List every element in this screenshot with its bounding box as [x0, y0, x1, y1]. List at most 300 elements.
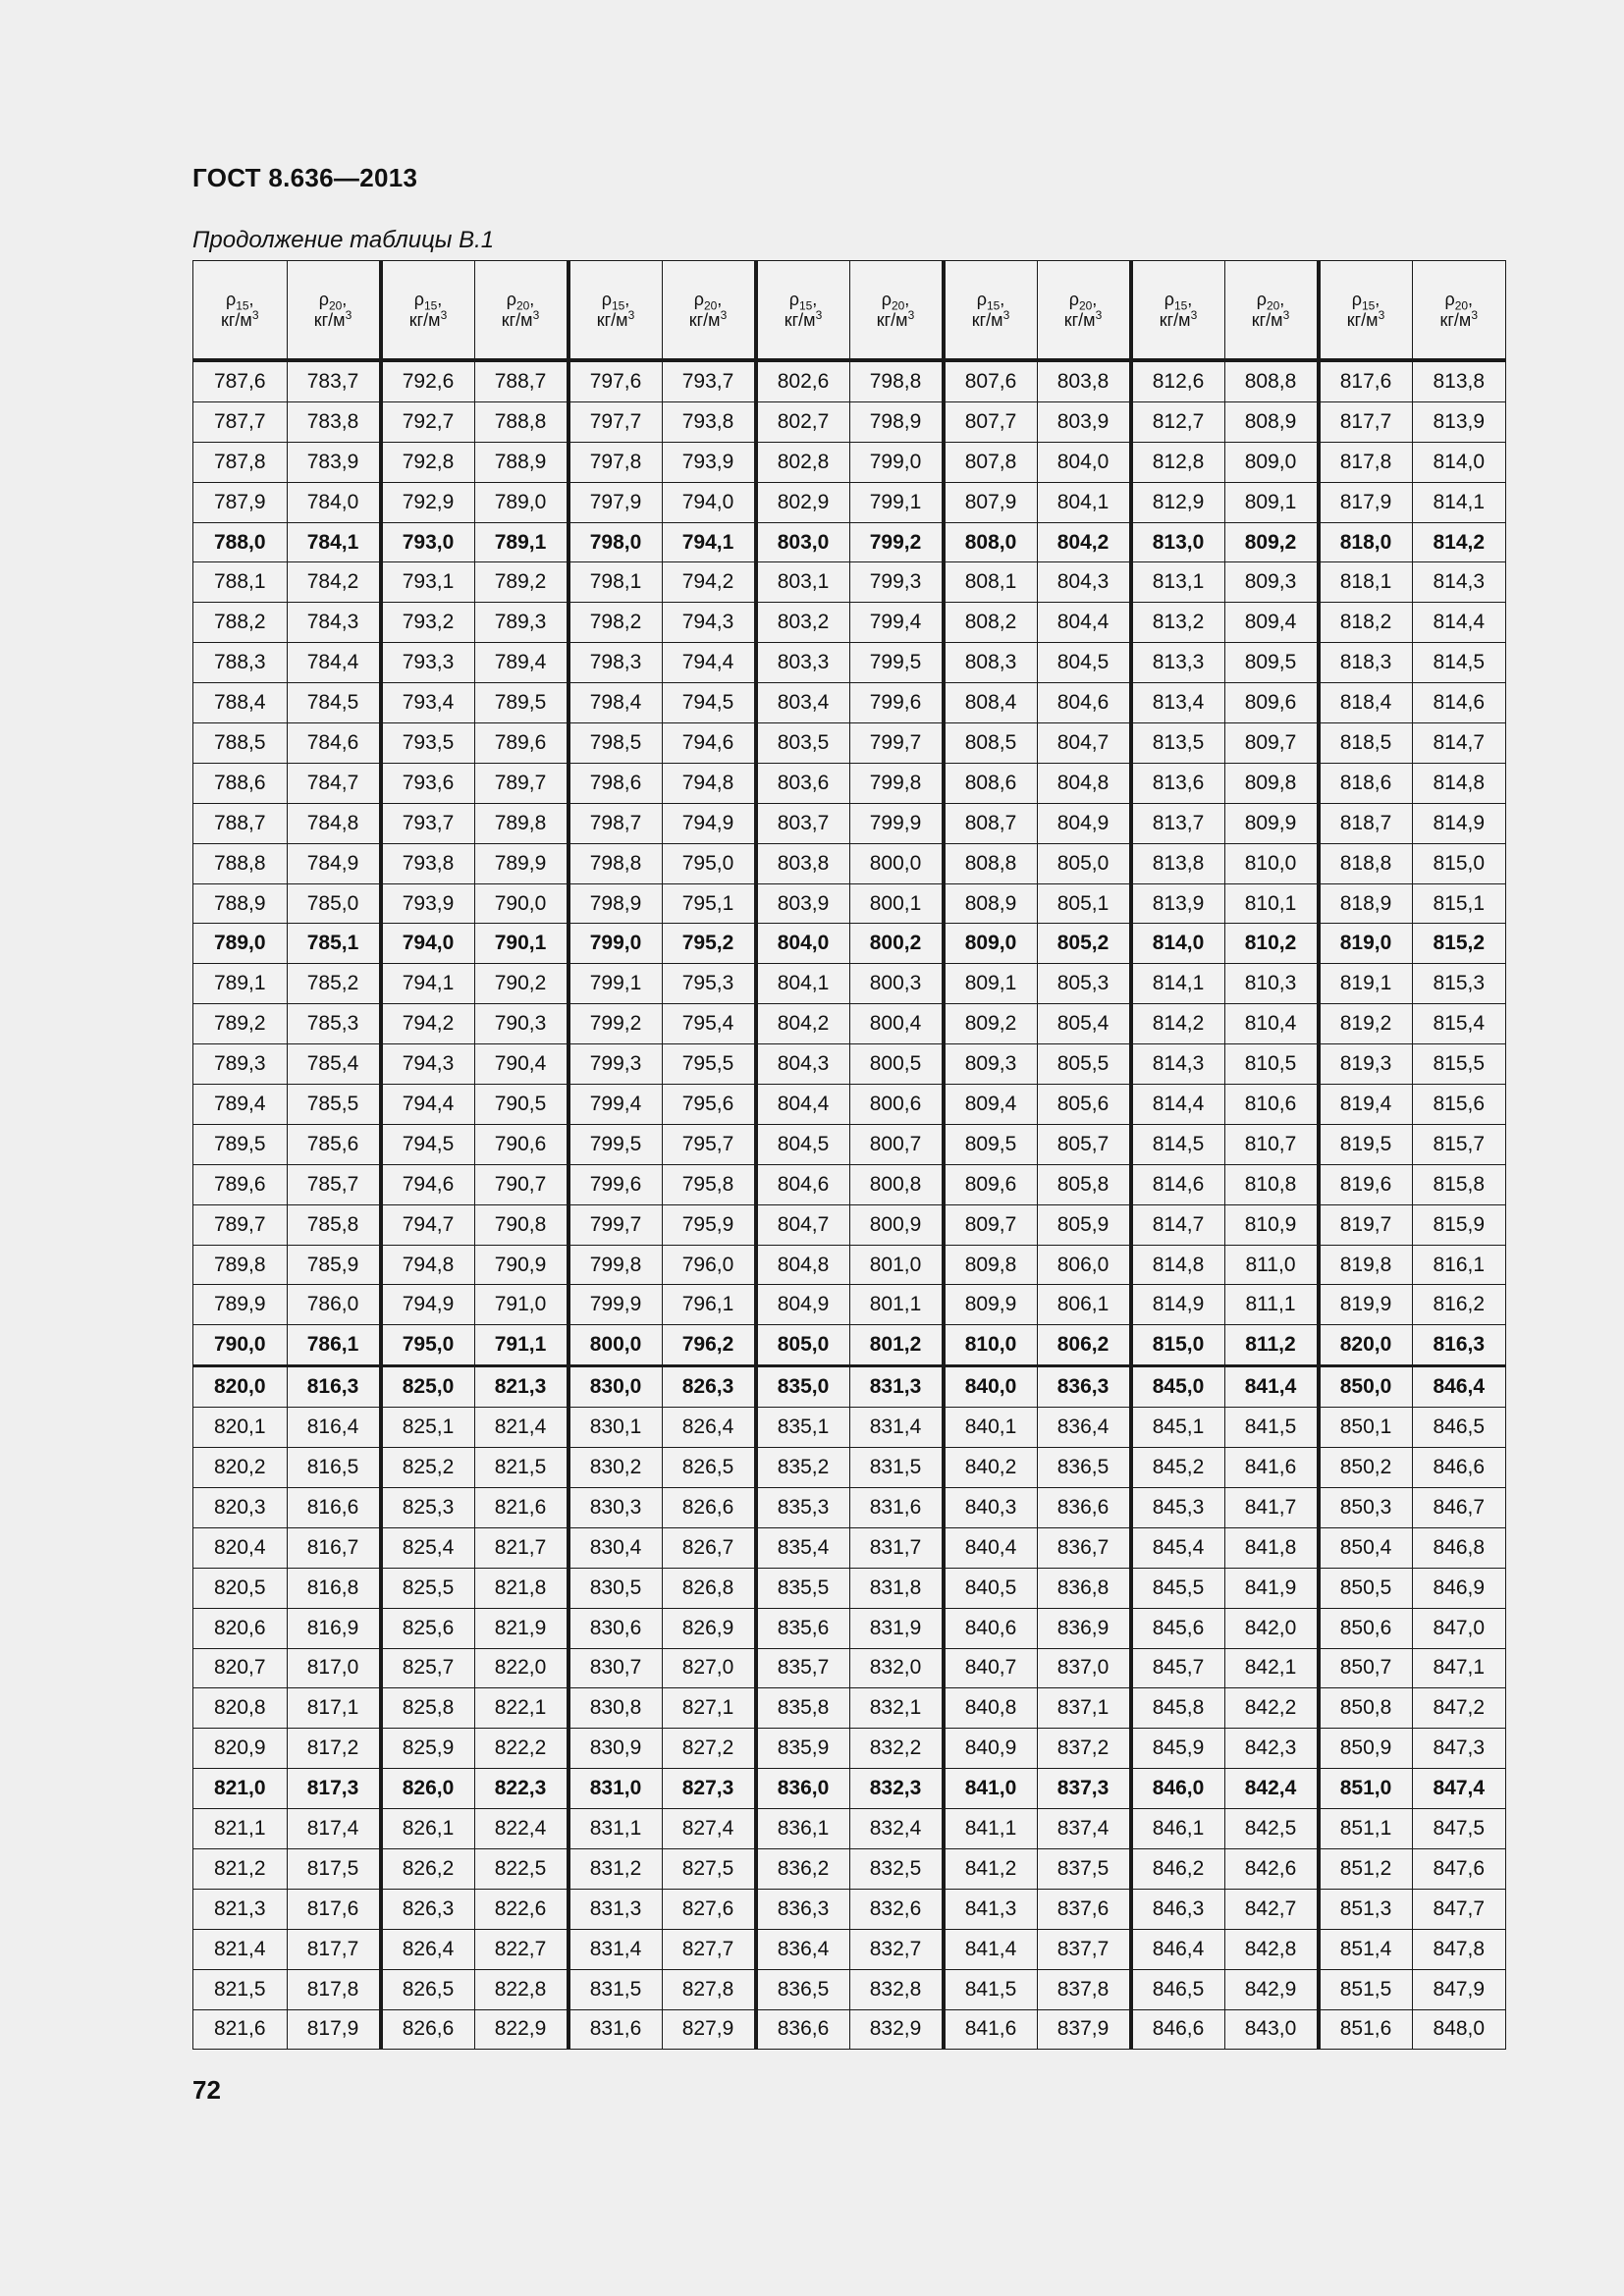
cell-rho15: 825,0	[381, 1366, 475, 1408]
cell-rho15: 803,2	[756, 603, 850, 643]
cell-rho20: 826,4	[662, 1408, 756, 1448]
cell-rho20: 794,0	[662, 482, 756, 522]
separator: ,	[624, 289, 630, 309]
header-rho15	[381, 261, 475, 361]
cell-rho20: 832,2	[849, 1729, 944, 1769]
cell-rho20: 821,4	[474, 1408, 568, 1448]
cell-rho20: 790,3	[474, 1004, 568, 1044]
header-rho15	[944, 261, 1038, 361]
unit-text: кг/м	[220, 309, 252, 330]
cell-rho20: 846,7	[1412, 1487, 1506, 1527]
cell-rho15: 798,7	[568, 803, 663, 843]
cell-rho15: 835,1	[756, 1408, 850, 1448]
cell-rho20: 822,3	[474, 1769, 568, 1809]
cell-rho15: 820,0	[1319, 1325, 1413, 1366]
unit-exponent: 3	[1471, 307, 1478, 322]
cell-rho20: 810,7	[1224, 1124, 1319, 1164]
header-unit	[1225, 307, 1317, 331]
cell-rho15: 804,2	[756, 1004, 850, 1044]
cell-rho15: 798,4	[568, 683, 663, 723]
cell-rho20: 795,4	[662, 1004, 756, 1044]
cell-rho15: 850,4	[1319, 1527, 1413, 1568]
table-body	[193, 360, 1506, 2050]
cell-rho15: 809,0	[944, 924, 1038, 964]
cell-rho20: 837,8	[1037, 1969, 1131, 2009]
table-row	[193, 1809, 1506, 1849]
cell-rho15: 819,4	[1319, 1085, 1413, 1125]
cell-rho15: 797,8	[568, 442, 663, 482]
cell-rho15: 817,7	[1319, 401, 1413, 442]
cell-rho20: 804,9	[1037, 803, 1131, 843]
cell-rho20: 822,9	[474, 2009, 568, 2050]
header-rho15	[193, 261, 288, 361]
cell-rho15: 818,0	[1319, 522, 1413, 562]
separator: ,	[1279, 289, 1285, 309]
unit-text: кг/м	[971, 309, 1003, 330]
table-row	[193, 1527, 1506, 1568]
cell-rho20: 788,7	[474, 360, 568, 401]
cell-rho20: 809,8	[1224, 763, 1319, 803]
header-symbol	[946, 289, 1037, 313]
cell-rho15: 803,1	[756, 562, 850, 603]
cell-rho20: 795,8	[662, 1164, 756, 1204]
cell-rho20: 794,3	[662, 603, 756, 643]
cell-rho20: 826,7	[662, 1527, 756, 1568]
cell-rho20: 789,7	[474, 763, 568, 803]
table-row	[193, 1929, 1506, 1969]
cell-rho20: 848,0	[1412, 2009, 1506, 2050]
unit-text: кг/м	[1159, 309, 1191, 330]
table-row	[193, 562, 1506, 603]
cell-rho20: 785,0	[287, 883, 381, 924]
cell-rho15: 804,6	[756, 1164, 850, 1204]
cell-rho20: 784,4	[287, 643, 381, 683]
rho-symbol: ρ	[976, 289, 987, 309]
cell-rho20: 785,8	[287, 1204, 381, 1245]
cell-rho15: 840,2	[944, 1448, 1038, 1488]
cell-rho15: 840,5	[944, 1568, 1038, 1608]
cell-rho20: 842,8	[1224, 1929, 1319, 1969]
cell-rho15: 808,6	[944, 763, 1038, 803]
cell-rho20: 811,1	[1224, 1285, 1319, 1325]
cell-rho15: 813,1	[1131, 562, 1225, 603]
cell-rho20: 847,3	[1412, 1729, 1506, 1769]
separator: ,	[717, 289, 723, 309]
cell-rho15: 820,5	[193, 1568, 288, 1608]
cell-rho20: 846,6	[1412, 1448, 1506, 1488]
header-unit	[1321, 307, 1412, 331]
unit-exponent: 3	[440, 307, 448, 322]
cell-rho20: 815,6	[1412, 1085, 1506, 1125]
cell-rho15: 841,6	[944, 2009, 1038, 2050]
cell-rho20: 785,1	[287, 924, 381, 964]
cell-rho15: 793,6	[381, 763, 475, 803]
cell-rho20: 795,3	[662, 964, 756, 1004]
cell-rho15: 808,5	[944, 723, 1038, 764]
cell-rho20: 810,0	[1224, 843, 1319, 883]
cell-rho15: 813,2	[1131, 603, 1225, 643]
cell-rho20: 790,4	[474, 1044, 568, 1085]
cell-rho20: 841,5	[1224, 1408, 1319, 1448]
cell-rho15: 798,9	[568, 883, 663, 924]
cell-rho20: 814,3	[1412, 562, 1506, 603]
cell-rho20: 795,6	[662, 1085, 756, 1125]
cell-rho20: 800,9	[849, 1204, 944, 1245]
cell-rho15: 835,2	[756, 1448, 850, 1488]
header-rho20	[287, 261, 381, 361]
header-rho20	[1037, 261, 1131, 361]
cell-rho15: 787,6	[193, 360, 288, 401]
cell-rho20: 786,1	[287, 1325, 381, 1366]
cell-rho15: 798,2	[568, 603, 663, 643]
cell-rho15: 813,8	[1131, 843, 1225, 883]
cell-rho15: 804,9	[756, 1285, 850, 1325]
cell-rho15: 808,9	[944, 883, 1038, 924]
cell-rho15: 820,3	[193, 1487, 288, 1527]
table-row	[193, 401, 1506, 442]
cell-rho15: 825,1	[381, 1408, 475, 1448]
cell-rho15: 815,0	[1131, 1325, 1225, 1366]
unit-exponent: 3	[1190, 307, 1198, 322]
cell-rho20: 821,5	[474, 1448, 568, 1488]
cell-rho15: 794,4	[381, 1085, 475, 1125]
cell-rho20: 814,1	[1412, 482, 1506, 522]
cell-rho20: 806,1	[1037, 1285, 1131, 1325]
cell-rho15: 826,4	[381, 1929, 475, 1969]
cell-rho20: 804,4	[1037, 603, 1131, 643]
cell-rho15: 789,0	[193, 924, 288, 964]
rho-subscript: 20	[1454, 298, 1469, 313]
cell-rho20: 831,9	[849, 1608, 944, 1648]
cell-rho20: 784,7	[287, 763, 381, 803]
unit-text: кг/м	[596, 309, 628, 330]
table-row	[193, 723, 1506, 764]
cell-rho15: 793,9	[381, 883, 475, 924]
separator: ,	[437, 289, 443, 309]
table-row	[193, 924, 1506, 964]
cell-rho15: 835,6	[756, 1608, 850, 1648]
cell-rho20: 842,9	[1224, 1969, 1319, 2009]
cell-rho20: 815,2	[1412, 924, 1506, 964]
header-unit	[570, 307, 662, 331]
cell-rho20: 801,2	[849, 1325, 944, 1366]
cell-rho20: 847,6	[1412, 1848, 1506, 1889]
rho-subscript: 20	[1078, 298, 1093, 313]
rho-symbol: ρ	[1068, 289, 1079, 309]
cell-rho20: 794,2	[662, 562, 756, 603]
cell-rho15: 804,8	[756, 1245, 850, 1285]
table-row	[193, 1325, 1506, 1366]
cell-rho15: 850,1	[1319, 1408, 1413, 1448]
cell-rho20: 809,4	[1224, 603, 1319, 643]
cell-rho20: 785,6	[287, 1124, 381, 1164]
cell-rho15: 803,8	[756, 843, 850, 883]
cell-rho15: 819,2	[1319, 1004, 1413, 1044]
cell-rho20: 789,0	[474, 482, 568, 522]
cell-rho15: 802,6	[756, 360, 850, 401]
cell-rho20: 816,9	[287, 1608, 381, 1648]
cell-rho15: 794,7	[381, 1204, 475, 1245]
cell-rho15: 845,9	[1131, 1729, 1225, 1769]
cell-rho20: 814,8	[1412, 763, 1506, 803]
cell-rho20: 827,9	[662, 2009, 756, 2050]
cell-rho15: 794,0	[381, 924, 475, 964]
separator: ,	[342, 289, 348, 309]
cell-rho20: 788,8	[474, 401, 568, 442]
cell-rho20: 847,1	[1412, 1648, 1506, 1688]
cell-rho15: 819,1	[1319, 964, 1413, 1004]
table-row	[193, 964, 1506, 1004]
cell-rho15: 787,9	[193, 482, 288, 522]
table-row	[193, 1044, 1506, 1085]
cell-rho20: 799,0	[849, 442, 944, 482]
cell-rho20: 785,7	[287, 1164, 381, 1204]
table-row	[193, 843, 1506, 883]
cell-rho20: 785,5	[287, 1085, 381, 1125]
cell-rho15: 825,7	[381, 1648, 475, 1688]
cell-rho20: 832,6	[849, 1889, 944, 1929]
cell-rho15: 819,5	[1319, 1124, 1413, 1164]
cell-rho15: 807,7	[944, 401, 1038, 442]
cell-rho15: 831,0	[568, 1769, 663, 1809]
header-symbol	[1133, 289, 1224, 313]
cell-rho15: 820,1	[193, 1408, 288, 1448]
cell-rho20: 831,4	[849, 1408, 944, 1448]
table-caption: Продолжение таблицы В.1	[192, 227, 495, 253]
cell-rho15: 846,1	[1131, 1809, 1225, 1849]
cell-rho20: 795,1	[662, 883, 756, 924]
cell-rho20: 815,7	[1412, 1124, 1506, 1164]
cell-rho15: 817,6	[1319, 360, 1413, 401]
cell-rho20: 789,8	[474, 803, 568, 843]
cell-rho20: 822,7	[474, 1929, 568, 1969]
cell-rho20: 784,3	[287, 603, 381, 643]
cell-rho20: 784,2	[287, 562, 381, 603]
cell-rho20: 814,0	[1412, 442, 1506, 482]
cell-rho20: 805,1	[1037, 883, 1131, 924]
cell-rho15: 835,5	[756, 1568, 850, 1608]
cell-rho20: 847,7	[1412, 1889, 1506, 1929]
table-row	[193, 482, 1506, 522]
table-row	[193, 643, 1506, 683]
unit-text: кг/м	[1063, 309, 1096, 330]
cell-rho15: 793,5	[381, 723, 475, 764]
cell-rho20: 827,1	[662, 1688, 756, 1729]
cell-rho15: 788,5	[193, 723, 288, 764]
cell-rho15: 803,6	[756, 763, 850, 803]
cell-rho15: 789,7	[193, 1204, 288, 1245]
cell-rho20: 826,5	[662, 1448, 756, 1488]
cell-rho20: 842,1	[1224, 1648, 1319, 1688]
cell-rho15: 821,5	[193, 1969, 288, 2009]
cell-rho15: 850,7	[1319, 1648, 1413, 1688]
cell-rho20: 800,1	[849, 883, 944, 924]
cell-rho15: 794,1	[381, 964, 475, 1004]
cell-rho15: 821,3	[193, 1889, 288, 1929]
cell-rho20: 800,8	[849, 1164, 944, 1204]
cell-rho15: 845,4	[1131, 1527, 1225, 1568]
cell-rho20: 814,2	[1412, 522, 1506, 562]
cell-rho20: 832,1	[849, 1688, 944, 1729]
cell-rho20: 847,9	[1412, 1969, 1506, 2009]
cell-rho15: 818,1	[1319, 562, 1413, 603]
cell-rho20: 799,4	[849, 603, 944, 643]
cell-rho20: 790,9	[474, 1245, 568, 1285]
cell-rho15: 826,1	[381, 1809, 475, 1849]
cell-rho15: 794,3	[381, 1044, 475, 1085]
cell-rho15: 789,1	[193, 964, 288, 1004]
cell-rho15: 798,5	[568, 723, 663, 764]
cell-rho15: 808,4	[944, 683, 1038, 723]
cell-rho15: 798,8	[568, 843, 663, 883]
cell-rho15: 846,2	[1131, 1848, 1225, 1889]
separator: ,	[1187, 289, 1193, 309]
cell-rho20: 799,3	[849, 562, 944, 603]
cell-rho20: 817,3	[287, 1769, 381, 1809]
cell-rho20: 804,6	[1037, 683, 1131, 723]
cell-rho20: 783,7	[287, 360, 381, 401]
cell-rho15: 836,2	[756, 1848, 850, 1889]
cell-rho20: 805,3	[1037, 964, 1131, 1004]
cell-rho20: 809,0	[1224, 442, 1319, 482]
cell-rho20: 826,3	[662, 1366, 756, 1408]
cell-rho15: 840,0	[944, 1366, 1038, 1408]
cell-rho20: 816,4	[287, 1408, 381, 1448]
cell-rho15: 803,7	[756, 803, 850, 843]
cell-rho20: 815,8	[1412, 1164, 1506, 1204]
cell-rho20: 805,4	[1037, 1004, 1131, 1044]
cell-rho20: 804,0	[1037, 442, 1131, 482]
cell-rho20: 816,7	[287, 1527, 381, 1568]
cell-rho20: 810,9	[1224, 1204, 1319, 1245]
cell-rho20: 831,3	[849, 1366, 944, 1408]
cell-rho20: 832,9	[849, 2009, 944, 2050]
cell-rho15: 789,5	[193, 1124, 288, 1164]
cell-rho20: 832,5	[849, 1848, 944, 1889]
cell-rho15: 793,4	[381, 683, 475, 723]
cell-rho20: 793,9	[662, 442, 756, 482]
cell-rho20: 847,0	[1412, 1608, 1506, 1648]
cell-rho15: 845,2	[1131, 1448, 1225, 1488]
cell-rho15: 794,6	[381, 1164, 475, 1204]
cell-rho20: 809,7	[1224, 723, 1319, 764]
header-symbol	[663, 289, 754, 313]
header-unit	[850, 307, 942, 331]
cell-rho20: 790,7	[474, 1164, 568, 1204]
cell-rho15: 820,0	[193, 1366, 288, 1408]
separator: ,	[1000, 289, 1005, 309]
table-row	[193, 1448, 1506, 1488]
table-row	[193, 1004, 1506, 1044]
unit-exponent: 3	[907, 307, 915, 322]
separator: ,	[1375, 289, 1380, 309]
cell-rho15: 807,6	[944, 360, 1038, 401]
header-unit	[946, 307, 1037, 331]
cell-rho15: 793,2	[381, 603, 475, 643]
cell-rho20: 826,6	[662, 1487, 756, 1527]
cell-rho20: 804,5	[1037, 643, 1131, 683]
cell-rho15: 789,3	[193, 1044, 288, 1085]
cell-rho15: 788,2	[193, 603, 288, 643]
cell-rho15: 814,2	[1131, 1004, 1225, 1044]
cell-rho15: 821,6	[193, 2009, 288, 2050]
cell-rho15: 809,6	[944, 1164, 1038, 1204]
cell-rho15: 789,9	[193, 1285, 288, 1325]
header-unit	[1133, 307, 1224, 331]
cell-rho15: 846,3	[1131, 1889, 1225, 1929]
cell-rho15: 820,8	[193, 1688, 288, 1729]
cell-rho15: 812,6	[1131, 360, 1225, 401]
rho-symbol: ρ	[881, 289, 892, 309]
cell-rho15: 850,0	[1319, 1366, 1413, 1408]
cell-rho20: 784,8	[287, 803, 381, 843]
cell-rho15: 830,9	[568, 1729, 663, 1769]
unit-exponent: 3	[815, 307, 823, 322]
cell-rho15: 798,1	[568, 562, 663, 603]
cell-rho20: 794,6	[662, 723, 756, 764]
rho-symbol: ρ	[601, 289, 612, 309]
header-rho20	[1224, 261, 1319, 361]
cell-rho20: 799,5	[849, 643, 944, 683]
cell-rho15: 804,5	[756, 1124, 850, 1164]
cell-rho15: 831,5	[568, 1969, 663, 2009]
cell-rho20: 822,6	[474, 1889, 568, 1929]
cell-rho20: 832,3	[849, 1769, 944, 1809]
header-symbol	[383, 289, 474, 313]
cell-rho20: 846,5	[1412, 1408, 1506, 1448]
cell-rho15: 797,9	[568, 482, 663, 522]
rho-subscript: 15	[423, 298, 438, 313]
cell-rho15: 818,4	[1319, 683, 1413, 723]
cell-rho20: 837,3	[1037, 1769, 1131, 1809]
rho-subscript: 15	[236, 298, 249, 313]
cell-rho20: 815,9	[1412, 1204, 1506, 1245]
cell-rho20: 800,0	[849, 843, 944, 883]
separator: ,	[248, 289, 254, 309]
cell-rho15: 808,8	[944, 843, 1038, 883]
table-row	[193, 603, 1506, 643]
cell-rho15: 846,5	[1131, 1969, 1225, 2009]
cell-rho20: 816,2	[1412, 1285, 1506, 1325]
rho-subscript: 20	[703, 298, 718, 313]
separator: ,	[529, 289, 535, 309]
cell-rho15: 840,7	[944, 1648, 1038, 1688]
cell-rho15: 820,6	[193, 1608, 288, 1648]
cell-rho20: 827,6	[662, 1889, 756, 1929]
cell-rho15: 840,6	[944, 1608, 1038, 1648]
rho-symbol: ρ	[693, 289, 704, 309]
cell-rho15: 789,8	[193, 1245, 288, 1285]
cell-rho20: 805,9	[1037, 1204, 1131, 1245]
separator: ,	[1092, 289, 1098, 309]
document-title: ГОСТ 8.636—2013	[192, 163, 418, 192]
cell-rho15: 845,8	[1131, 1688, 1225, 1729]
cell-rho20: 842,0	[1224, 1608, 1319, 1648]
table-row	[193, 1608, 1506, 1648]
cell-rho20: 815,5	[1412, 1044, 1506, 1085]
cell-rho15: 788,6	[193, 763, 288, 803]
cell-rho15: 799,3	[568, 1044, 663, 1085]
cell-rho20: 841,4	[1224, 1366, 1319, 1408]
cell-rho20: 841,7	[1224, 1487, 1319, 1527]
cell-rho15: 809,3	[944, 1044, 1038, 1085]
unit-exponent: 3	[1378, 307, 1385, 322]
cell-rho15: 830,0	[568, 1366, 663, 1408]
table-row	[193, 1969, 1506, 2009]
cell-rho20: 784,9	[287, 843, 381, 883]
cell-rho20: 837,1	[1037, 1688, 1131, 1729]
table-row	[193, 1487, 1506, 1527]
